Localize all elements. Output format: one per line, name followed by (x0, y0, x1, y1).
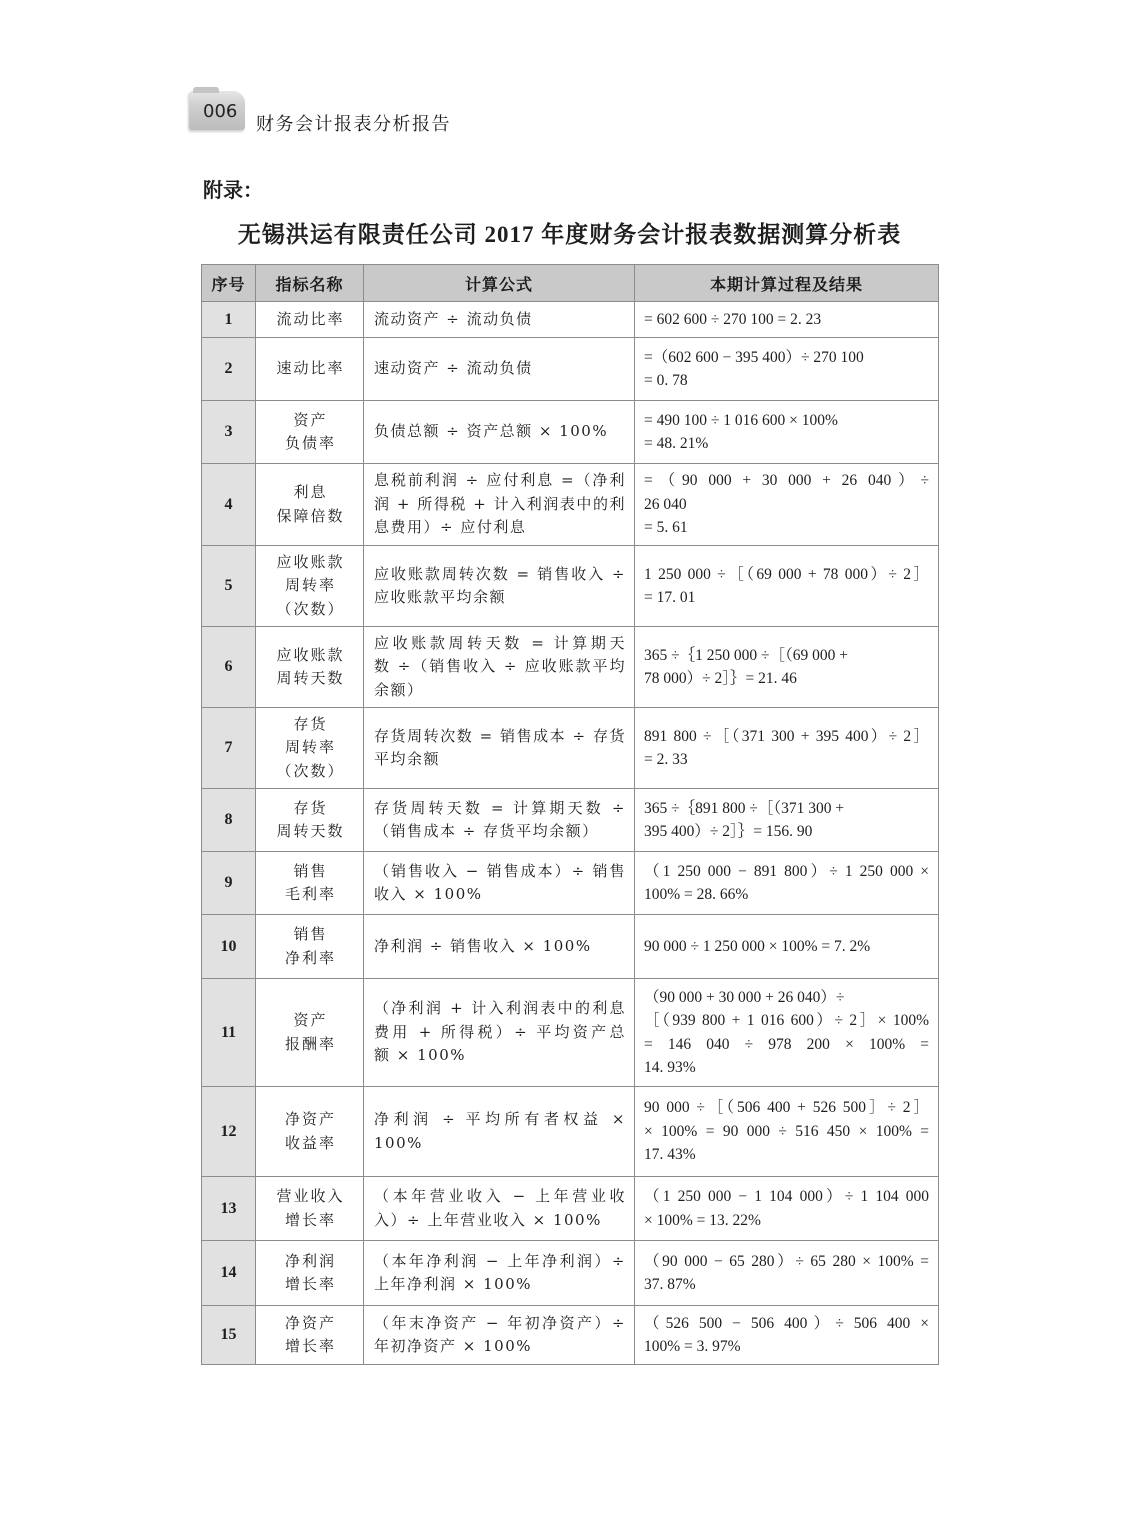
indicator-name-line: 应收账款 (276, 645, 345, 664)
formula-cell (364, 915, 635, 979)
calculation-result-line: （526 500 − 506 400）÷ 506 400 × (644, 1314, 929, 1332)
formula-cell (364, 338, 635, 401)
formula-line: 存货周转天数 = 计算期天数 ÷ (374, 798, 626, 817)
row-number: 7 (202, 708, 256, 789)
calculation-result-line: 395 400）÷ 2］｝= 156. 90 (644, 823, 813, 840)
indicator-name-cell (256, 464, 364, 546)
table-row (202, 546, 939, 627)
indicator-name-line: 存货 (293, 714, 328, 733)
indicator-name-cell (256, 1087, 364, 1177)
row-number: 9 (202, 852, 256, 915)
formula-line: 速动资产 ÷ 流动负债 (374, 359, 533, 378)
formula-line: 上年净利润 × 100% (374, 1275, 532, 1293)
calculation-result-line: = 602 600 ÷ 270 100 = 2. 23 (644, 310, 822, 328)
calculation-result-line: 14. 93% (644, 1059, 696, 1076)
calculation-result-line: 1 250 000 ÷［（69 000 + 78 000）÷ 2］ (644, 565, 929, 583)
calculation-result-cell (635, 1087, 939, 1177)
calculation-result-line: 26 040 (644, 495, 687, 513)
indicator-name-line: 周转率 (284, 576, 336, 595)
formula-cell (364, 1306, 635, 1365)
table-row (202, 464, 939, 546)
indicator-name-line: 周转天数 (276, 669, 345, 687)
calculation-result-line: 365 ÷｛1 250 000 ÷［（69 000 + (644, 646, 849, 664)
row-number: 1 (202, 302, 256, 338)
indicator-name-line: （次数） (276, 761, 345, 780)
row-number: 8 (202, 789, 256, 852)
calculation-result-cell (635, 302, 939, 338)
indicator-name-line: 销售 (293, 861, 328, 880)
row-number: 14 (202, 1241, 256, 1306)
column-header-indicator: 指标名称 (256, 265, 364, 302)
table-body (202, 302, 939, 1365)
calculation-result-cell (635, 1241, 939, 1306)
table-row (202, 401, 939, 464)
indicator-name-line: 销售 (293, 925, 328, 943)
appendix-label: 附录： (203, 178, 263, 202)
formula-line: 负债总额 ÷ 资产总额 × 100% (374, 422, 609, 441)
row-number: 2 (202, 338, 256, 401)
calculation-result-line: 78 000）÷ 2］｝= 21. 46 (644, 670, 797, 687)
indicator-name-line: 存货 (293, 798, 328, 817)
calculation-result-cell (635, 789, 939, 852)
formula-cell (364, 1177, 635, 1241)
formula-cell (364, 852, 635, 915)
formula-line: 润 + 所得税 + 计入利润表中的利 (374, 494, 626, 513)
table-row (202, 708, 939, 789)
calculation-result-cell (635, 627, 939, 708)
indicator-name-cell (256, 302, 364, 338)
calculation-result-cell (635, 915, 939, 979)
formula-cell (364, 789, 635, 852)
formula-line: （销售成本 ÷ 存货平均余额） (374, 822, 599, 840)
formula-line: 年初净资产 × 100% (374, 1337, 532, 1355)
indicator-name-cell (256, 338, 364, 401)
row-number: 3 (202, 401, 256, 464)
indicator-name-line: 速动比率 (276, 359, 345, 378)
calculation-result-line: = 490 100 ÷ 1 016 600 × 100% (644, 411, 838, 429)
calculation-result-cell (635, 708, 939, 789)
calculation-result-line: = 0. 78 (644, 372, 688, 389)
formula-line: 收入 × 100% (374, 885, 483, 903)
calculation-result-cell (635, 546, 939, 627)
calculation-result-line: = 5. 61 (644, 519, 688, 537)
formula-cell (364, 979, 635, 1087)
formula-cell (364, 401, 635, 464)
formula-line: 净利润 ÷ 销售收入 × 100% (374, 936, 592, 955)
table-header-row (202, 265, 939, 302)
row-number: 11 (202, 979, 256, 1087)
formula-line: （本年净利润 − 上年净利润）÷ (374, 1251, 626, 1270)
row-number: 6 (202, 627, 256, 708)
calculation-result-line: × 100% = 13. 22% (644, 1211, 761, 1229)
formula-line: 应收账款周转次数 = 销售收入 ÷ (374, 564, 626, 583)
calculation-result-cell (635, 852, 939, 915)
indicator-name-line: 净资产 (284, 1313, 336, 1332)
table-row (202, 338, 939, 401)
calculation-result-line: （1 250 000 − 1 104 000）÷ 1 104 000 (644, 1188, 929, 1205)
page-number-tab (189, 91, 245, 130)
indicator-name-line: 周转天数 (276, 822, 345, 840)
table-title: 无锡洪运有限责任公司 2017 年度财务会计报表数据测算分析表 (237, 222, 902, 247)
formula-line: 息费用）÷ 应付利息 (374, 518, 527, 537)
column-header-formula: 计算公式 (364, 265, 635, 302)
formula-cell (364, 546, 635, 627)
tab-notch (193, 87, 219, 93)
calculation-result-line: （90 000 − 65 280）÷ 65 280 × 100% = (644, 1252, 929, 1270)
calculation-result-line: 90 000 ÷［（506 400 + 526 500］÷ 2］ (644, 1099, 929, 1117)
indicator-name-line: 净资产 (284, 1110, 336, 1128)
formula-line: 费用 + 所得税）÷ 平均资产总 (374, 1022, 626, 1041)
formula-line: 应收账款周转天数 = 计算期天 (374, 633, 626, 652)
indicator-name-line: 保障倍数 (276, 506, 345, 525)
indicator-name-line: 营业收入 (276, 1187, 345, 1205)
calculation-result-line: =（90 000 + 30 000 + 26 040）÷ (644, 472, 929, 490)
ratio-table (201, 264, 939, 1365)
indicator-name-line: 净利率 (284, 948, 336, 967)
calculation-result-line: 17. 43% (644, 1146, 696, 1164)
table-row (202, 1241, 939, 1306)
calculation-result-line: 891 800 ÷［（371 300 + 395 400）÷ 2］ (644, 727, 929, 745)
indicator-name-line: 增长率 (284, 1210, 336, 1229)
formula-cell (364, 708, 635, 789)
calculation-result-line: =（602 600 − 395 400）÷ 270 100 (644, 348, 864, 366)
indicator-name-line: 利息 (293, 483, 328, 501)
indicator-name-cell (256, 979, 364, 1087)
indicator-name-line: 资产 (293, 410, 328, 429)
formula-cell (364, 464, 635, 546)
formula-cell (364, 1087, 635, 1177)
calculation-result-line: = 2. 33 (644, 751, 688, 768)
formula-line: 数 ÷（销售收入 ÷ 应收账款平均 (374, 657, 626, 676)
indicator-name-cell (256, 1177, 364, 1241)
formula-line: 额 × 100% (374, 1046, 466, 1065)
calculation-result-line: 365 ÷｛891 800 ÷［（371 300 + (644, 799, 845, 817)
indicator-name-line: 净利润 (284, 1251, 336, 1270)
indicator-name-cell (256, 401, 364, 464)
formula-cell (364, 627, 635, 708)
table-row (202, 789, 939, 852)
row-number: 10 (202, 915, 256, 979)
table-row (202, 627, 939, 708)
indicator-name-line: （次数） (276, 599, 345, 618)
calculation-result-line: （90 000 + 30 000 + 26 040）÷ (644, 988, 845, 1006)
row-number: 5 (202, 546, 256, 627)
row-number: 15 (202, 1306, 256, 1365)
indicator-name-cell (256, 852, 364, 915)
formula-line: 入）÷ 上年营业收入 × 100% (374, 1210, 602, 1229)
calculation-result-line: 100% = 3. 97% (644, 1338, 741, 1355)
calculation-result-line: 90 000 ÷ 1 250 000 × 100% = 7. 2% (644, 937, 871, 955)
formula-line: 息税前利润 ÷ 应付利息 =（净利 (374, 471, 626, 490)
row-number: 13 (202, 1177, 256, 1241)
indicator-name-line: 流动比率 (276, 309, 345, 328)
indicator-name-cell (256, 789, 364, 852)
table-row (202, 302, 939, 338)
table-row (202, 979, 939, 1087)
calculation-result-cell (635, 401, 939, 464)
row-number: 12 (202, 1087, 256, 1177)
table-row (202, 852, 939, 915)
formula-line: （净利润 + 计入利润表中的利息 (374, 999, 626, 1018)
indicator-name-line: 负债率 (284, 434, 336, 452)
indicator-name-cell (256, 915, 364, 979)
indicator-name-line: 应收账款 (276, 552, 345, 571)
table-row (202, 1087, 939, 1177)
indicator-name-line: 报酬率 (284, 1034, 336, 1053)
calculation-result-cell (635, 1177, 939, 1241)
table-row (202, 1306, 939, 1365)
calculation-result-line: × 100% = 90 000 ÷ 516 450 × 100% = (644, 1122, 929, 1140)
column-header-result: 本期计算过程及结果 (635, 265, 939, 302)
formula-cell (364, 1241, 635, 1306)
indicator-name-line: 周转率 (284, 738, 336, 757)
calculation-result-line: 100% = 28. 66% (644, 886, 749, 903)
table-row (202, 1177, 939, 1241)
indicator-name-cell (256, 627, 364, 708)
indicator-name-cell (256, 708, 364, 789)
calculation-result-line: 37. 87% (644, 1276, 696, 1293)
column-header-no: 序号 (202, 265, 256, 302)
indicator-name-cell (256, 546, 364, 627)
indicator-name-line: 增长率 (284, 1275, 336, 1293)
calculation-result-line: = 17. 01 (644, 589, 696, 606)
formula-cell (364, 302, 635, 338)
formula-line: 平均余额 (374, 750, 441, 768)
indicator-name-line: 资产 (293, 1011, 328, 1029)
formula-line: 净利润 ÷ 平均所有者权益 × (374, 1110, 626, 1128)
book-title: 财务会计报表分析报告 (256, 114, 451, 135)
row-number: 4 (202, 464, 256, 546)
calculation-result-line: ［（939 800 + 1 016 600）÷ 2］× 100% (644, 1012, 929, 1029)
formula-line: 应收账款平均余额 (374, 588, 507, 606)
formula-line: （本年营业收入 − 上年营业收 (374, 1187, 626, 1205)
calculation-result-cell (635, 979, 939, 1087)
formula-line: （年末净资产 − 年初净资产）÷ (374, 1313, 626, 1332)
table-row (202, 915, 939, 979)
formula-line: 余额） (374, 680, 424, 699)
calculation-result-line: = 48. 21% (644, 435, 709, 452)
indicator-name-cell (256, 1241, 364, 1306)
formula-line: 100% (374, 1133, 423, 1152)
indicator-name-line: 增长率 (284, 1337, 336, 1355)
indicator-name-cell (256, 1306, 364, 1365)
calculation-result-line: = 146 040 ÷ 978 200 × 100% = (644, 1035, 929, 1053)
indicator-name-line: 毛利率 (284, 885, 336, 903)
formula-line: （销售收入 − 销售成本）÷ 销售 (374, 861, 626, 880)
calculation-result-line: （1 250 000 − 891 800）÷ 1 250 000 × (644, 862, 929, 880)
formula-line: 流动资产 ÷ 流动负债 (374, 309, 533, 328)
calculation-result-cell (635, 338, 939, 401)
formula-line: 存货周转次数 = 销售成本 ÷ 存货 (374, 726, 626, 745)
calculation-result-cell (635, 464, 939, 546)
indicator-name-line: 收益率 (284, 1133, 336, 1152)
page-number: 006 (203, 101, 238, 122)
calculation-result-cell (635, 1306, 939, 1365)
